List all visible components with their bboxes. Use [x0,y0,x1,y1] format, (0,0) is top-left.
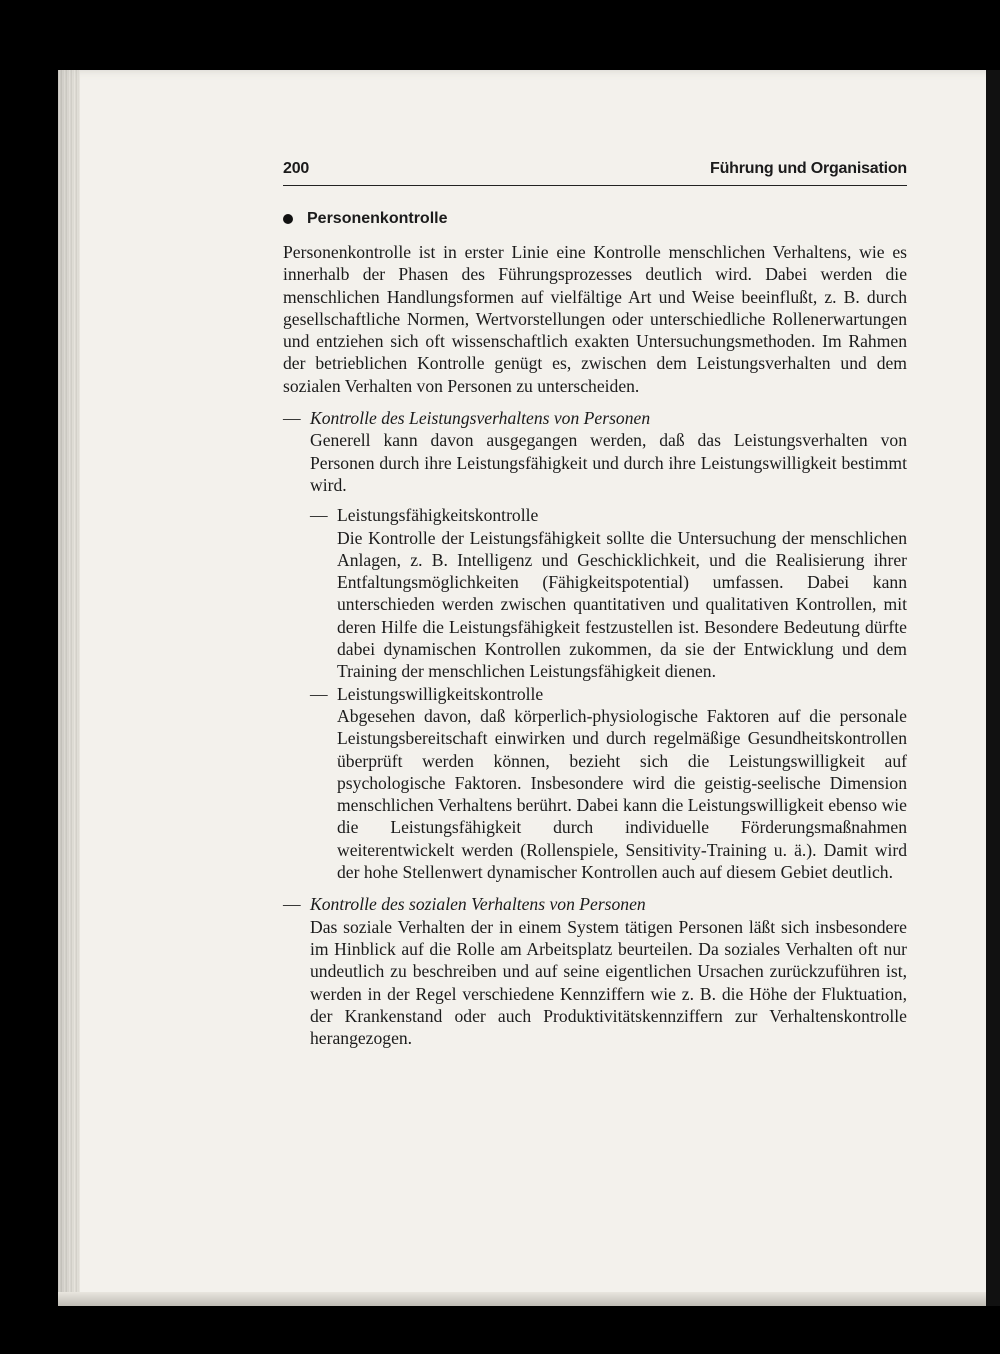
dash-marker: — [310,505,328,526]
page-content [283,160,907,1049]
section-title: Personenkontrolle [307,210,448,227]
item-paragraph: Das soziale Verhalten der in einem System tätigen Personen läßt sich insbesondere im Hinblick auf die Rolle am Arbeitsplatz beurteilen. Da soziales Verhalten oft nur undeutlich zu beschreiben und auf seine eigentlichen Ursachen zurückzuführen ist, werden in der Regel verschiedene Kennziffern wie z. B. die Höhe der Fluktuation, der Krankenstand oder auch Produktivitätskennziffern zur Verhaltenskontrolle herangezogen. [310,916,907,1049]
right-edge-strip [986,70,1000,1306]
running-title: Führung und Organisation [710,160,907,177]
sub-item-paragraph: Die Kontrolle der Leistungsfähigkeit sollte die Untersuchung der menschlichen Anlagen, z. B. Intelligenz und Geschicklichkeit, und die Realisierung ihrer Entfaltungsmöglichkeiten (Fähigkeitspotential) umfassen. Dabei kann unterschieden werden zwischen quantitativen und qualitativen Kontrollen, mit deren Hilfe die Leistungsfähigkeit festzustellen ist. Besondere Bedeutung dürfte dabei dynamischen Kontrollen zukommen, da sie der Entwicklung und dem Training der menschlichen Leistungsfähigkeit dienen. [337,527,907,682]
section-heading [283,210,907,228]
dash-marker: — [283,894,301,915]
dash-marker: — [310,683,328,704]
sub-item-ability [283,504,907,682]
bullet-icon [283,214,293,224]
dash-marker: — [283,408,301,429]
sub-item-heading: Leistungswilligkeitskontrolle [337,683,544,704]
page-edge-shadow [58,70,80,1306]
running-header [283,160,907,186]
intro-paragraph: Personenkontrolle ist in erster Linie eine Kontrolle menschlichen Verhaltens, wie es innerhalb der Phasen des Führungsprozesses deutlich wird. Dabei werden die menschlichen Handlungsformen auf vielfältige Art und Weise beeinflußt, z. B. durch gesellschaftliche Normen, Wertvorstellungen oder unterschiedliche Rollenerwartungen und entziehen sich oft wissenschaftlich exakten Untersuchungsmethoden. Im Rahmen der betrieblichen Kontrolle genügt es, zwischen dem Leistungsverhalten und dem sozialen Verhalten von Personen zu unterscheiden. [283,242,907,396]
item-heading: Kontrolle des Leistungsverhaltens von Personen [310,408,651,429]
sub-item-paragraph: Abgesehen davon, daß körperlich-physiologische Faktoren auf die personale Leistungsbereitschaft einwirken und durch regelmäßige Gesundheitskontrollen überprüft werden können, bezieht sich die Leistungswilligkeit auf psychologische Faktoren. Insbesondere wird die geistig-seelische Dimension menschlichen Verhaltens berührt. Dabei kann die Leistungswilligkeit ebenso wie die Leistungsfähigkeit durch individuelle Förderungsmaßnahmen weiterentwickelt werden (Rollenspiele, Sensitivity-Training u. ä.). Damit wird der hohe Stellenwert dynamischer Kontrollen auch auf diesem Gebiet deutlich. [337,705,907,883]
sub-item-heading: Leistungsfähigkeitskontrolle [337,505,539,526]
item-paragraph: Generell kann davon ausgegangen werden, daß das Leistungsverhalten von Personen durch ihre Leistungsfähigkeit und durch ihre Leistungswilligkeit bestimmt wird. [310,430,907,495]
page-bottom-edge [58,1292,1000,1306]
list-item-social [283,893,907,1049]
item-heading: Kontrolle des sozialen Verhaltens von Personen [310,894,646,915]
sub-item-willingness [283,683,907,884]
list-item-performance [283,407,907,883]
page-number: 200 [283,160,310,177]
